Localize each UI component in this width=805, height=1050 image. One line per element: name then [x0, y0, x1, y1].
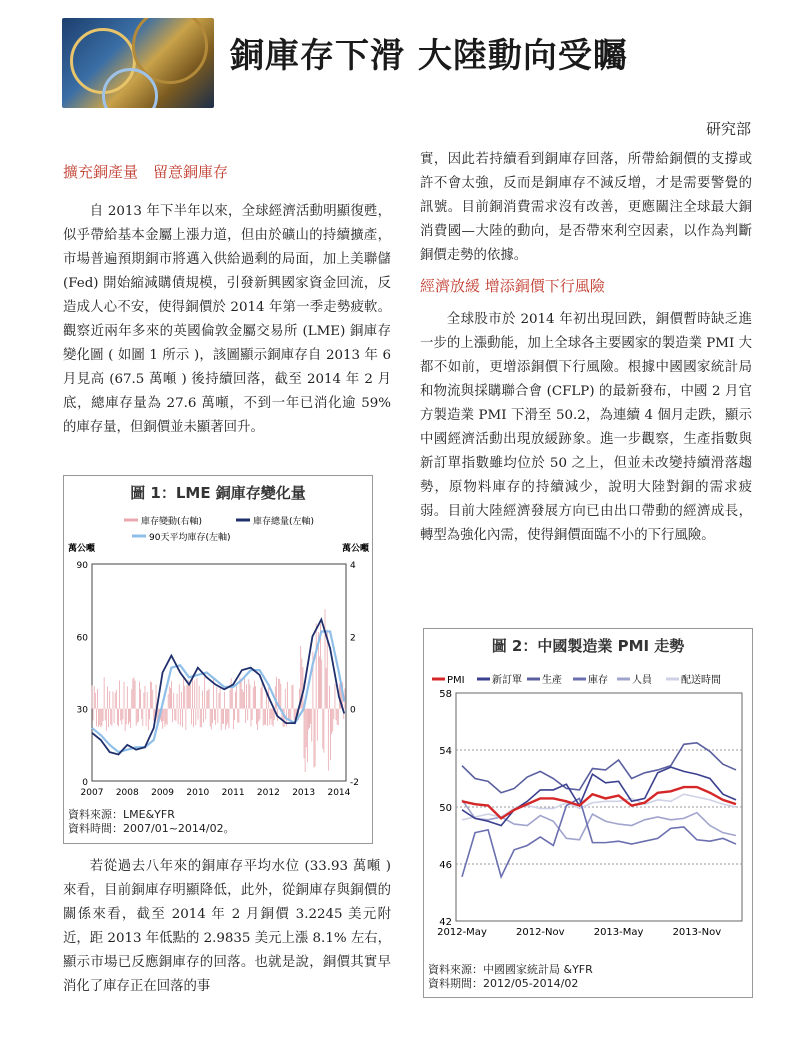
y-tick: 50 [439, 803, 452, 814]
figure-2-period: 資料期間：2012/05-2014/02 [428, 977, 579, 990]
x-tick: 2007 [80, 788, 104, 798]
y-tick-left: 60 [76, 633, 88, 644]
x-tick: 2011 [221, 788, 245, 798]
x-tick: 2009 [151, 788, 175, 798]
author: 研究部 [705, 120, 751, 138]
legend-label: 90天平均庫存(左軸) [149, 533, 231, 543]
legend-label: PMI [447, 675, 465, 686]
paragraph: 若從過去八年來的銅庫存平均水位 (33.93 萬噸 ) 來看，目前銅庫存明顯降低，此外，從銅庫存與銅價的關係來看，截至 2014 年 2 月銅價 3.2245 美元附近，距 2013 年低點的 2.9835 美元上漲 8.1% 左右，顯示市場已反應銅庫存的回落。也就是說，銅價其實早消化了庫存正在回落的事 [63, 859, 391, 994]
figure-1-period: 資料時間：2007/01~2014/02。 [68, 822, 235, 835]
y-axis-label-left: 萬公噸 [68, 544, 96, 554]
y-tick: 46 [439, 860, 452, 871]
section-heading: 擴充銅產量 留意銅庫存 [63, 163, 229, 181]
y-tick-left: 30 [76, 705, 88, 716]
series-line [462, 743, 736, 793]
y-tick-right: 4 [350, 561, 356, 571]
figure-1-chart [64, 506, 372, 816]
figure-1-source: 資料來源：LME&YFR [68, 808, 175, 821]
y-tick-right: 0 [350, 705, 356, 716]
legend-label: 人員 [632, 675, 652, 686]
series-line [462, 800, 736, 840]
x-tick: 2012-Nov [515, 927, 565, 938]
plot-frame [456, 693, 742, 921]
x-tick: 2012-May [437, 927, 487, 938]
figure-2-source: 資料來源：中國國家統計局 &YFR [428, 963, 593, 976]
x-tick: 2014 [327, 788, 351, 798]
x-tick: 2013-May [593, 927, 644, 938]
y-axis-label-right: 萬公噸 [342, 544, 370, 554]
figure-2-title: 圖 2：中國製造業 PMI 走勢 [491, 637, 685, 655]
legend-label: 新訂單 [492, 675, 522, 686]
paragraph: 實，因此若持續看到銅庫存回落，所帶給銅價的支撐或許不會太強，反而是銅庫存不減反增，才是需要警覺的訊號。目前銅消費需求沒有改善，更應關注全球最大銅消費國—大陸的動向，是否帶來利空因素，以作為判斷銅價走勢的依據。 [420, 152, 752, 263]
legend-label: 生產 [542, 675, 562, 686]
right-column [420, 148, 752, 548]
legend-label: 配送時間 [681, 675, 721, 686]
x-tick: 2008 [115, 788, 139, 798]
section-heading: 經濟放緩 增添銅價下行風險 [420, 277, 605, 295]
legend-label: 庫存變動(右軸) [141, 517, 203, 527]
figure-2 [423, 628, 753, 998]
legend-label: 庫存 [588, 675, 608, 686]
x-tick: 2010 [186, 788, 210, 798]
y-tick-right: -2 [350, 778, 359, 788]
series-line [462, 798, 736, 876]
figure-1-title: 圖 1：LME 銅庫存變化量 [130, 484, 306, 502]
left-column [63, 160, 391, 440]
left-column-bottom [63, 855, 391, 999]
legend-label: 庫存總量(左軸) [253, 517, 315, 527]
paragraph: 全球股市於 2014 年初出現回跌，銅價暫時缺乏進一步的上漲動能，加上全球各主要國家的製造業 PMI 大都不如前，更增添銅價下行風險。根據中國國家統計局和物流與採購聯合會 (CFLP) 的最新發布，中國 2 月官方製造業 PMI 下滑至 50.2，為連續 4 個月走跌，顯示中國經濟活動出現放緩跡象。進一步觀察，生產指數與新訂單指數雖均位於 50 之上，但並未改變持續滑落趨勢，原物料庫存的持續減少，說明大陸對銅的需求疲弱。目前大陸經濟發展方向已由出口帶動的經濟成長，轉型為強化內需，使得銅價面臨不小的下行風險。 [420, 312, 752, 543]
y-tick: 58 [439, 689, 452, 700]
y-tick-right: 2 [350, 633, 356, 644]
y-tick-left: 90 [76, 561, 88, 571]
x-tick: 2013-Nov [672, 927, 722, 938]
x-tick: 2012 [256, 788, 280, 798]
y-tick-left: 0 [82, 778, 88, 788]
y-tick: 42 [439, 917, 452, 928]
paragraph: 自 2013 年下半年以來，全球經濟活動明顯復甦，似乎帶給基本金屬上漲力道，但由於礦山的持續擴產，市場普遍預期銅市將邁入供給過剩的局面，加上美聯儲 (Fed) 開始縮減購債規模，引發新興國家資金回流，反造成人心不安，使得銅價於 2014 年第一季走勢疲軟。觀察近兩年多來的英國倫敦金屬交易所 (LME) 銅庫存變化圖 ( 如圖 1 所示 )，該圖顯示銅庫存自 2013 年 6 月見高 (67.5 萬噸 ) 後持續回落，截至 2014 年 2 月底，總庫存量為 27.6 萬噸，不到一年已消化逾 59% 的庫存量，但銅價並未顯著回升。 [63, 204, 391, 435]
figure-1 [63, 475, 373, 844]
figure-2-chart [424, 659, 752, 969]
banner-image [62, 18, 214, 108]
x-tick: 2013 [292, 788, 316, 798]
y-tick: 54 [439, 746, 452, 757]
page-title: 銅庫存下滑 大陸動向受矚 [230, 36, 628, 76]
